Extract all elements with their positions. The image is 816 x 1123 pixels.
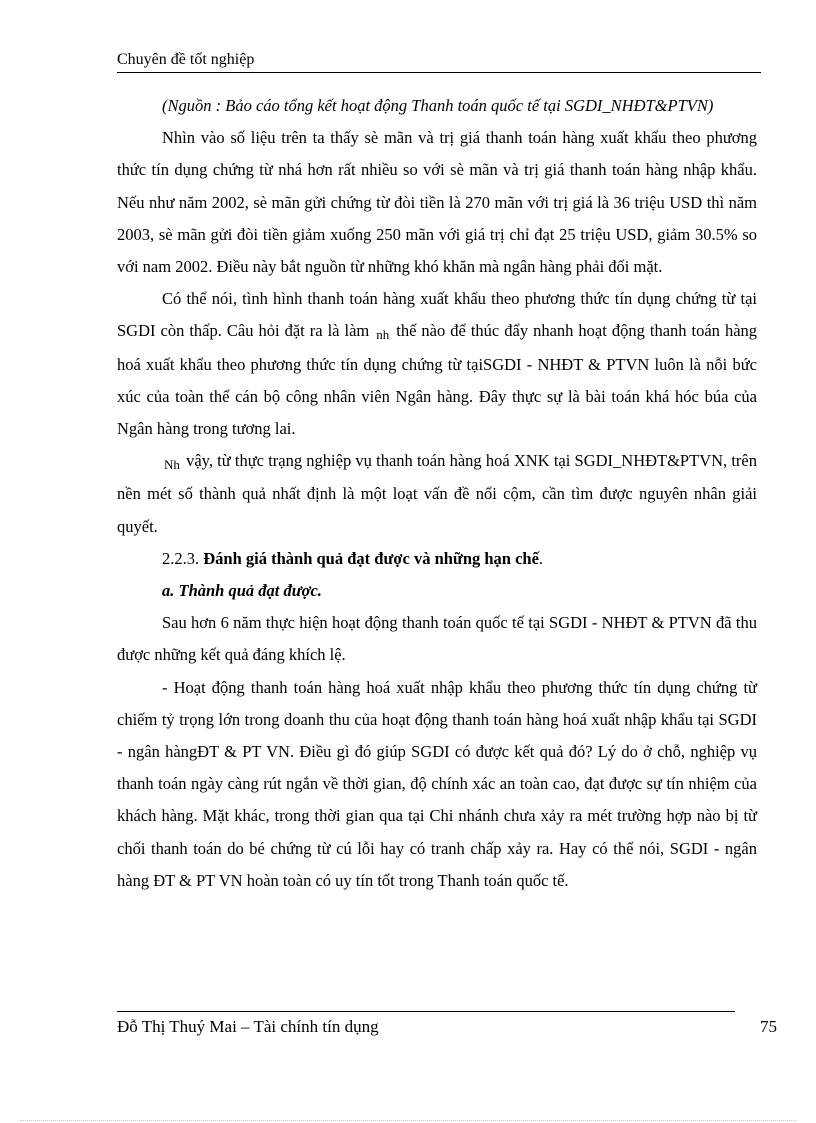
header-rule xyxy=(117,72,761,73)
paragraph-3-nh: Nh xyxy=(164,457,180,473)
paragraph-4: Sau hơn 6 năm thực hiện hoạt động thanh toán quốc tế tại SGDI - NHĐT & PTVN đã thu được những kết quả đáng khích lệ. xyxy=(117,613,757,665)
section-title: Đánh giá thành quả đạt được và những hạn chế xyxy=(203,548,539,568)
subsection-title: a. Thành quả đạt được. xyxy=(162,581,322,601)
page-edge xyxy=(20,1120,796,1121)
section-number: 2.2.3. xyxy=(162,548,200,568)
paragraph-2-part-1: Có thể nói, tình hình thanh toán hàng xuất khẩu theo phương thức tín dụng chứng từ tại SGDI còn thấp. Câu hỏi đặt ra là làm xyxy=(117,289,757,341)
subsection-heading xyxy=(117,575,757,607)
page-header: Chuyên đề tốt nghiệp xyxy=(117,51,255,68)
paragraph-5: - Hoạt động thanh toán hàng hoá xuất nhập khẩu theo phương thức tín dụng chứng từ chiếm tỷ trọng lớn trong doanh thu của hoạt động thanh toán hàng hoá xuất nhập khẩu tại SGDI - ngân hàngĐT & PT VN. Điều gì đó giúp SGDI có được kết quả đó? Lý do ở chỗ, nghiệp vụ thanh toán ngày càng rút ngắn về thời gian, độ chính xác an toàn cao, đạt được sự tín nhiệm của khách hàng. Mặt khác, trong thời gian qua tại Chi nhánh chưa xảy ra mét trường hợp nào bị từ chối thanh toán do bé chứng từ cú lỗi hay có tranh chấp xảy ra. Hay có thể nói, SGDI - ngân hàng ĐT & PT VN hoàn toàn có uy tín tốt trong Thanh toán quốc tế. xyxy=(117,677,757,890)
page-number: 75 xyxy=(760,1017,777,1036)
paragraph-1: Nhìn vào số liệu trên ta thấy sè mãn và trị giá thanh toán hàng xuất khẩu theo phương thức tín dụng chứng từ nhá hơn rất nhiều so với sè mãn và trị giá thanh toán hàng nhập khẩu. Nếu như năm 2002, sè mãn gửi chứng từ đòi tiền là 270 mãn với trị giá là 36 triệu USD thì năm 2003, sè mãn gửi đòi tiền giảm xuống 250 mãn với giá trị chỉ đạt 25 triệu USD, giảm 30.5% so với nam 2002. Điều này bắt nguồn từ những khó khăn mà ngân hàng phải đối mặt. xyxy=(117,128,757,277)
source-note: (Nguồn : Bảo cáo tổng kết hoạt động Thanh toán quốc tế tại SGDI_NHĐT&PTVN) xyxy=(162,96,714,115)
section-heading xyxy=(117,543,757,575)
document-body xyxy=(117,90,757,897)
paragraph-2-nh: nh xyxy=(376,327,390,343)
paragraph-3 xyxy=(117,445,757,543)
footer-rule xyxy=(117,1011,735,1012)
paragraph-2-part-2: thế nào để thúc đẩy nhanh hoạt động thanh toán hàng hoá xuất khẩu theo phương thức tín dụng chứng từ tạiSGDI - NHĐT & PTVN luôn là nỗi bức xúc của toàn thể cán bộ công nhân viên Ngân hàng. Đây thực sự là bài toán khá hóc búa của Ngân hàng trong tương lai. xyxy=(117,321,758,439)
footer-author: Đỗ Thị Thuý Mai – Tài chính tín dụng xyxy=(117,1017,379,1036)
paragraph-3-rest: vậy, từ thực trạng nghiệp vụ thanh toán hàng hoá XNK tại SGDI_NHĐT&PTVN, trên nền mét số thành quả nhất định là một loạt vấn đề nổi cộm, cần tìm được nguyên nhân giải quyết. xyxy=(117,451,757,536)
paragraph-2 xyxy=(117,283,757,445)
section-period: . xyxy=(538,548,544,568)
